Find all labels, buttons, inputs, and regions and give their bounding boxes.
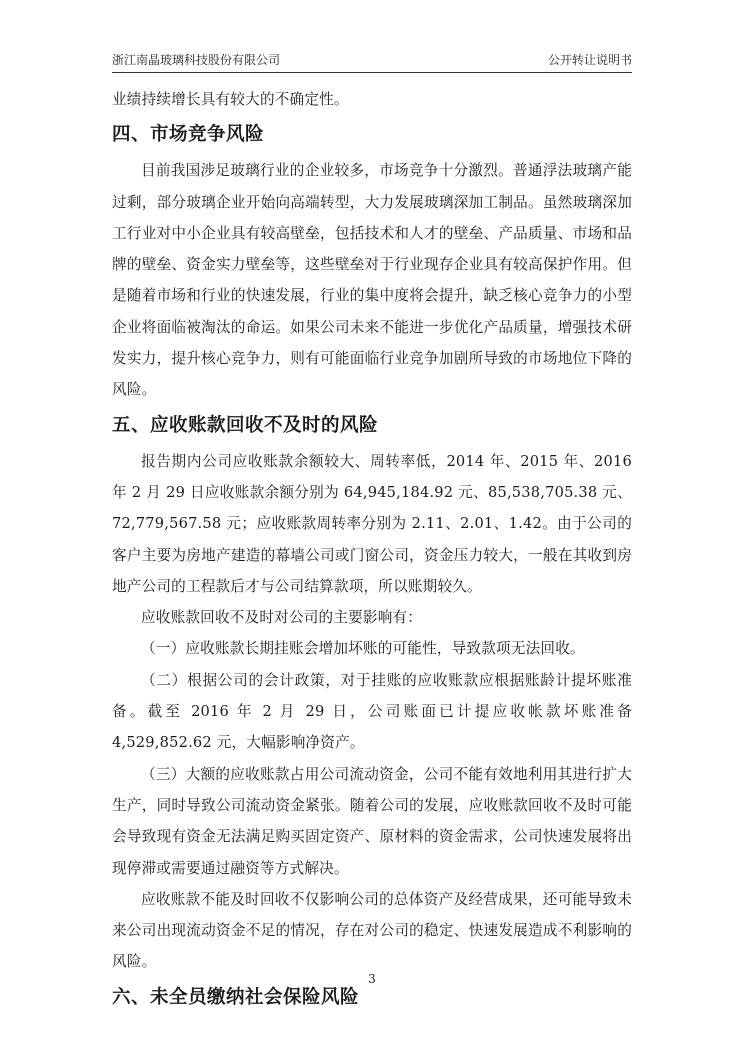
page-body (112, 84, 632, 1018)
header-document-type: 公开转让说明书 (547, 53, 632, 67)
paragraph-impact-item-2: （二）根据公司的会计政策，对于挂账的应收账款应根据账龄计提坏账准备。截至 2016 年 2 月 29 日，公司账面已计提应收帐款坏账准备 4,529,852.62 元，大幅影响净资产。 (112, 671, 632, 752)
page-header (112, 50, 632, 73)
section-heading-market-competition: 四、市场竞争风险 (112, 124, 265, 146)
paragraph-impact-item-1: （一）应收账款长期挂账会增加坏账的可能性，导致款项无法回收。 (141, 640, 585, 658)
paragraph-impact-item-3: （三）大额的应收账款占用公司流动资金，公司不能有效地利用其进行扩大生产，同时导致公司流动资金紧张。随着公司的发展，应收账款回收不及时可能会导致现有资金无法满足购买固定资产、原材料的资金需求，公司快速发展将出现停滞或需要通过融资等方式解决。 (112, 765, 632, 877)
paragraph-market-competition: 目前我国涉足玻璃行业的企业较多，市场竞争十分激烈。普通浮法玻璃产能过剩，部分玻璃企业开始向高端转型，大力发展玻璃深加工制品。虽然玻璃深加工行业对中小企业具有较高壁垒，包括技术和人才的壁垒、产品质量、市场和品牌的壁垒、资金实力壁垒等，这些壁垒对于行业现存企业具有较高保护作用。但是随着市场和行业的快速发展，行业的集中度将会提升，缺乏核心竞争力的小型企业将面临被淘汰的命运。如果公司未来不能进一步优化产品质量，增强技术研发实力，提升核心竞争力，则有可能面临行业竞争加剧所导致的市场地位下降的风险。 (112, 162, 632, 399)
page-number: 3 (368, 972, 376, 986)
paragraph-receivables-conclusion: 应收账款不能及时回收不仅影响公司的总体资产及经营成果，还可能导致未来公司出现流动资金不足的情况，存在对公司的稳定、快速发展造成不利影响的风险。 (112, 890, 632, 971)
section-heading-receivables: 五、应收账款回收不及时的风险 (112, 414, 379, 436)
section-heading-social-insurance: 六、未全员缴纳社会保险风险 (112, 986, 360, 1008)
paragraph-continuation: 业绩持续增长具有较大的不确定性。 (112, 91, 349, 108)
header-company-name: 浙江南晶玻璃科技股份有限公司 (112, 53, 281, 67)
paragraph-receivables-overview: 报告期内公司应收账款余额较大、周转率低，2014 年、2015 年、2016 年 2 月 29 日应收账款余额分别为 64,945,184.92 元、85,538,705.38 元、72,779,567.58 元；应收账款周转率分别为 2.11、2.01、1.42。由于公司的客户主要为房地产建造的幕墙公司或门窗公司，资金压力较大，一般在其收到房地产公司的工程款后才与公司结算款项，所以账期较久。 (112, 452, 632, 595)
paragraph-receivables-impact-intro: 应收账款回收不及时对公司的主要影响有： (141, 609, 423, 627)
